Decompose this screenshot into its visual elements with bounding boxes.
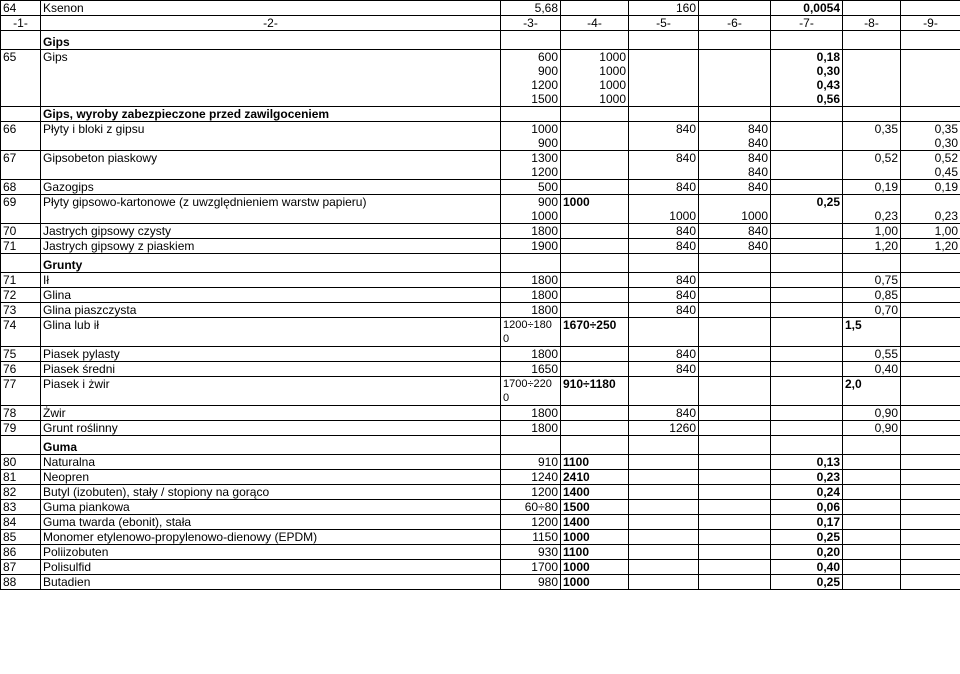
conductivity: 0,23 <box>771 470 843 485</box>
density: 60÷80 <box>501 500 561 515</box>
row-number: 74 <box>1 318 41 347</box>
conductivity-dry: 2,0 <box>843 377 901 406</box>
density: 1700÷220 0 <box>501 377 561 406</box>
density: 910 <box>501 455 561 470</box>
material-name: Gazogips <box>41 180 501 195</box>
specific-heat-2: 840 <box>699 180 771 195</box>
table-row <box>1 224 960 239</box>
heat-capacity: 1000 <box>561 530 629 545</box>
conductivity-dry: 0,40 <box>843 362 901 377</box>
table-row <box>1 485 960 500</box>
row-number: 70 <box>1 224 41 239</box>
row-number: 80 <box>1 455 41 470</box>
density: 500 <box>501 180 561 195</box>
material-name: Poliizobuten <box>41 545 501 560</box>
row-number: 69 <box>1 195 41 224</box>
material-name: Butyl (izobuten), stały / stopiony na gorąco <box>41 485 501 500</box>
specific-heat-2: 840 <box>699 239 771 254</box>
row-number: 78 <box>1 406 41 421</box>
section-row <box>1 31 960 50</box>
table-row <box>1 545 960 560</box>
material-name: Piasek i żwir <box>41 377 501 406</box>
col-header: -7- <box>771 16 843 31</box>
specific-heat-2: 840 840 <box>699 122 771 151</box>
density: 1240 <box>501 470 561 485</box>
material-name: Butadien <box>41 575 501 590</box>
specific-heat: 840 <box>629 122 699 151</box>
row-number: 75 <box>1 347 41 362</box>
density: 1700 <box>501 560 561 575</box>
conductivity-wet: 0,52 0,45 <box>901 151 960 180</box>
row-number: 76 <box>1 362 41 377</box>
col-header: -1- <box>1 16 41 31</box>
row-number: 67 <box>1 151 41 180</box>
material-name: Glina piaszczysta <box>41 303 501 318</box>
density: 1650 <box>501 362 561 377</box>
material-name: Gips <box>41 50 501 107</box>
specific-heat: 840 <box>629 362 699 377</box>
row-number: 77 <box>1 377 41 406</box>
conductivity-dry: 1,5 <box>843 318 901 347</box>
row-number: 71 <box>1 273 41 288</box>
row-number: 88 <box>1 575 41 590</box>
row-number: 73 <box>1 303 41 318</box>
specific-heat: 840 <box>629 347 699 362</box>
material-name: Gipsobeton piaskowy <box>41 151 501 180</box>
density: 1300 1200 <box>501 151 561 180</box>
conductivity-wet: 0,35 0,30 <box>901 122 960 151</box>
conductivity-dry: 0,90 <box>843 421 901 436</box>
specific-heat: 1260 <box>629 421 699 436</box>
conductivity: 0,0054 <box>771 1 843 16</box>
table-row <box>1 455 960 470</box>
table-row <box>1 180 960 195</box>
specific-heat: 1000 <box>629 195 699 224</box>
conductivity: 0,25 <box>771 530 843 545</box>
density: 5,68 <box>501 1 561 16</box>
col-header: -6- <box>699 16 771 31</box>
material-name: Glina <box>41 288 501 303</box>
specific-heat-2: 1000 <box>699 195 771 224</box>
heat-capacity: 1670÷250 <box>561 318 629 347</box>
density: 1900 <box>501 239 561 254</box>
conductivity: 0,17 <box>771 515 843 530</box>
table-row <box>1 377 960 406</box>
density: 1800 <box>501 224 561 239</box>
specific-heat: 840 <box>629 288 699 303</box>
row-number: 85 <box>1 530 41 545</box>
density: 1800 <box>501 347 561 362</box>
material-name: Naturalna <box>41 455 501 470</box>
col-header: -3- <box>501 16 561 31</box>
material-name: Płyty gipsowo-kartonowe (z uwzględnieniem warstw papieru) <box>41 195 501 224</box>
conductivity: 0,24 <box>771 485 843 500</box>
material-name: Piasek pylasty <box>41 347 501 362</box>
conductivity-dry: 0,75 <box>843 273 901 288</box>
table-row <box>1 195 960 224</box>
conductivity-dry: 1,20 <box>843 239 901 254</box>
material-name: Polisulfid <box>41 560 501 575</box>
material-name: Żwir <box>41 406 501 421</box>
material-name: Neopren <box>41 470 501 485</box>
row-number: 86 <box>1 545 41 560</box>
conductivity-dry: 0,23 <box>843 195 901 224</box>
material-name: Guma piankowa <box>41 500 501 515</box>
heat-capacity: 910÷1180 <box>561 377 629 406</box>
density: 900 1000 <box>501 195 561 224</box>
heat-capacity: 1100 <box>561 455 629 470</box>
specific-heat: 840 <box>629 273 699 288</box>
row-number: 72 <box>1 288 41 303</box>
col-header: -4- <box>561 16 629 31</box>
conductivity-dry: 0,19 <box>843 180 901 195</box>
density: 1800 <box>501 288 561 303</box>
conductivity: 0,25 <box>771 575 843 590</box>
specific-heat-2: 840 840 <box>699 151 771 180</box>
conductivity-dry: 0,70 <box>843 303 901 318</box>
material-name: Monomer etylenowo-propylenowo-dienowy (EPDM) <box>41 530 501 545</box>
section-row <box>1 254 960 273</box>
conductivity: 0,40 <box>771 560 843 575</box>
table-row <box>1 575 960 590</box>
row-number: 83 <box>1 500 41 515</box>
table-row <box>1 1 960 16</box>
material-name: Guma twarda (ebonit), stała <box>41 515 501 530</box>
heat-capacity: 1400 <box>561 485 629 500</box>
conductivity-dry: 0,90 <box>843 406 901 421</box>
density: 930 <box>501 545 561 560</box>
table-row <box>1 122 960 151</box>
density: 1800 <box>501 406 561 421</box>
density: 1200 <box>501 485 561 500</box>
row-number: 66 <box>1 122 41 151</box>
density: 980 <box>501 575 561 590</box>
specific-heat-2: 840 <box>699 224 771 239</box>
specific-heat: 840 <box>629 406 699 421</box>
conductivity: 0,18 0,30 0,43 0,56 <box>771 50 843 107</box>
section-title: Gips <box>41 31 501 50</box>
conductivity: 0,20 <box>771 545 843 560</box>
conductivity-wet: 0,23 <box>901 195 960 224</box>
conductivity-wet: 0,19 <box>901 180 960 195</box>
conductivity-dry: 0,52 <box>843 151 901 180</box>
material-name: Glina lub ił <box>41 318 501 347</box>
conductivity-dry: 0,55 <box>843 347 901 362</box>
table-row <box>1 288 960 303</box>
density: 1150 <box>501 530 561 545</box>
section-title: Guma <box>41 436 501 455</box>
column-number-row <box>1 16 960 31</box>
table-row <box>1 273 960 288</box>
conductivity: 0,13 <box>771 455 843 470</box>
row-number: 65 <box>1 50 41 107</box>
conductivity-wet: 1,00 <box>901 224 960 239</box>
col-header: -2- <box>41 16 501 31</box>
table-row <box>1 500 960 515</box>
specific-heat: 840 <box>629 224 699 239</box>
conductivity: 0,06 <box>771 500 843 515</box>
row-number: 81 <box>1 470 41 485</box>
heat-capacity: 1100 <box>561 545 629 560</box>
conductivity-dry: 0,35 <box>843 122 901 151</box>
row-number: 68 <box>1 180 41 195</box>
material-name: Ił <box>41 273 501 288</box>
conductivity-dry: 0,85 <box>843 288 901 303</box>
specific-heat: 160 <box>629 1 699 16</box>
section-title: Gips, wyroby zabezpieczone przed zawilgoceniem <box>41 107 501 122</box>
table-row <box>1 530 960 545</box>
section-row <box>1 107 960 122</box>
material-name: Płyty i bloki z gipsu <box>41 122 501 151</box>
row-number: 82 <box>1 485 41 500</box>
table-row <box>1 515 960 530</box>
heat-capacity: 1400 <box>561 515 629 530</box>
table-row <box>1 239 960 254</box>
density: 1200÷180 0 <box>501 318 561 347</box>
col-header: -5- <box>629 16 699 31</box>
material-name: Ksenon <box>41 1 501 16</box>
heat-capacity: 1000 1000 1000 1000 <box>561 50 629 107</box>
row-number: 87 <box>1 560 41 575</box>
table-row <box>1 318 960 347</box>
density: 1800 <box>501 273 561 288</box>
specific-heat: 840 <box>629 239 699 254</box>
density: 1800 <box>501 303 561 318</box>
heat-capacity: 2410 <box>561 470 629 485</box>
row-number: 64 <box>1 1 41 16</box>
table-row <box>1 347 960 362</box>
col-header: -9- <box>901 16 960 31</box>
heat-capacity: 1500 <box>561 500 629 515</box>
row-number: 84 <box>1 515 41 530</box>
material-name: Grunt roślinny <box>41 421 501 436</box>
material-name: Piasek średni <box>41 362 501 377</box>
table-row <box>1 560 960 575</box>
heat-capacity: 1000 <box>561 195 629 224</box>
table-row <box>1 303 960 318</box>
heat-capacity: 1000 <box>561 575 629 590</box>
table-row <box>1 151 960 180</box>
heat-capacity: 1000 <box>561 560 629 575</box>
specific-heat: 840 <box>629 180 699 195</box>
material-name: Jastrych gipsowy z piaskiem <box>41 239 501 254</box>
density: 600 900 1200 1500 <box>501 50 561 107</box>
specific-heat: 840 <box>629 303 699 318</box>
row-number: 71 <box>1 239 41 254</box>
row-number: 79 <box>1 421 41 436</box>
density: 1800 <box>501 421 561 436</box>
table-row <box>1 362 960 377</box>
table-row <box>1 470 960 485</box>
specific-heat: 840 <box>629 151 699 180</box>
conductivity-wet: 1,20 <box>901 239 960 254</box>
material-name: Jastrych gipsowy czysty <box>41 224 501 239</box>
density: 1000 900 <box>501 122 561 151</box>
section-title: Grunty <box>41 254 501 273</box>
table-row <box>1 406 960 421</box>
table-row <box>1 421 960 436</box>
table-row <box>1 50 960 107</box>
density: 1200 <box>501 515 561 530</box>
col-header: -8- <box>843 16 901 31</box>
section-row <box>1 436 960 455</box>
conductivity: 0,25 <box>771 195 843 224</box>
conductivity-dry: 1,00 <box>843 224 901 239</box>
